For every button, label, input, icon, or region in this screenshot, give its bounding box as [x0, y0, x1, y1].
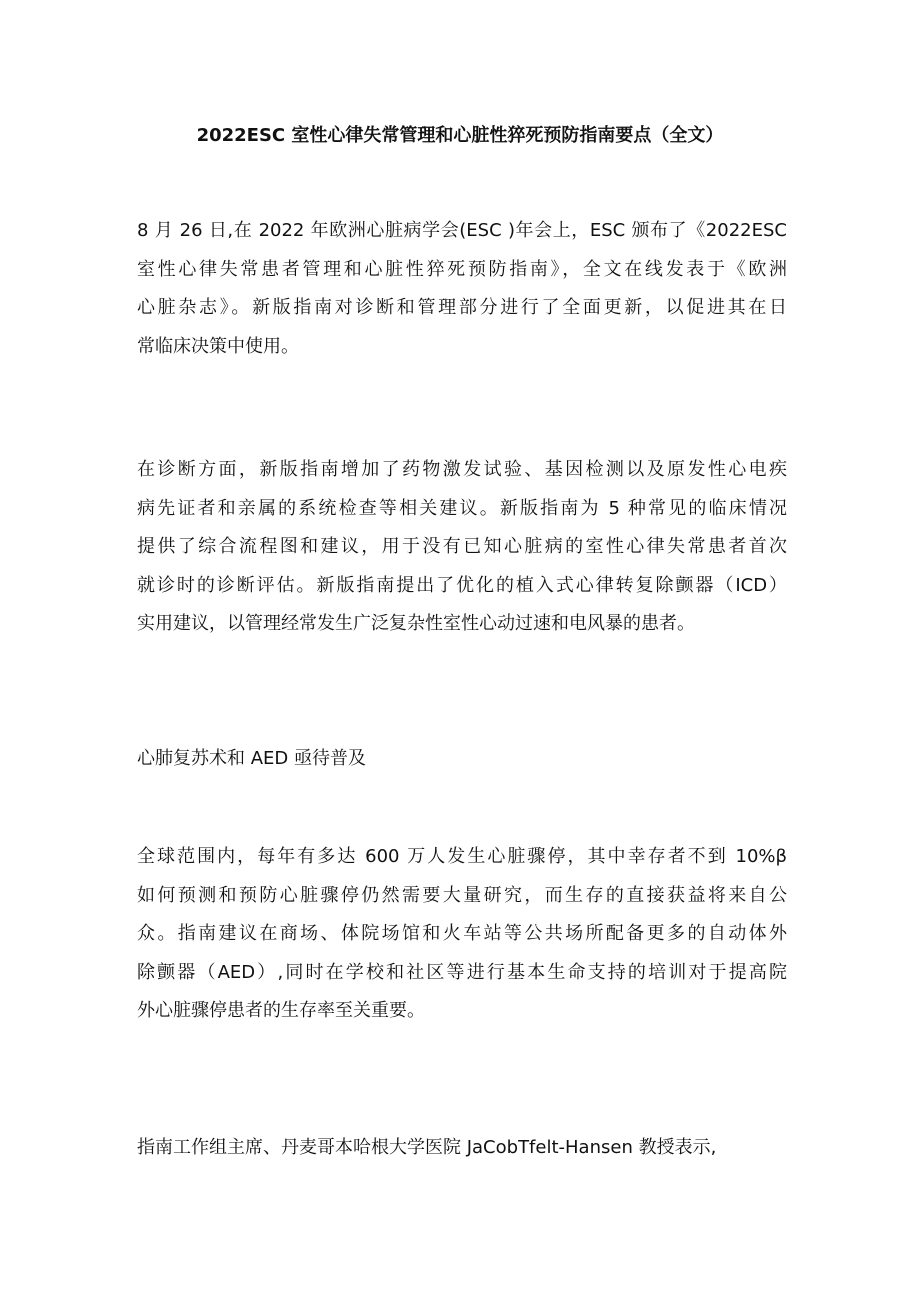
text-line: 8 月 26 日,在 2022 年欧洲心脏病学会(ESC )年会上，ESC 颁布了《2022ESC: [137, 220, 787, 241]
text-line: 实用建议，以管理经常发生广泛复杂性室性心动过速和电风暴的患者。: [137, 613, 695, 635]
paragraph-cardiac-arrest: [137, 838, 787, 1031]
text-line: 室性心律失常患者管理和心脏性猝死预防指南》，全文在线发表于《欧洲: [137, 258, 787, 280]
text-line: 提供了综合流程图和建议，用于没有已知心脏病的室性心律失常患者首次: [137, 536, 787, 558]
text-line: 除颤器（AED）,同时在学校和社区等进行基本生命支持的培训对于提高院: [137, 961, 787, 983]
text-line: 心脏杂志》。新版指南对诊断和管理部分进行了全面更新，以促进其在日: [137, 297, 787, 319]
document-title: 2022ESC 室性心律失常管理和心脏性猝死预防指南要点（全文）: [196, 125, 724, 146]
text-line: 全球范围内，每年有多达 600 万人发生心脏骤停，其中幸存者不到 10%β: [137, 846, 787, 867]
text-line: 常临床决策中使用。: [137, 335, 299, 357]
text-line: 众。指南建议在商场、体院场馆和火车站等公共场所配备更多的自动体外: [137, 923, 787, 945]
text-line: 在诊断方面，新版指南增加了药物激发试验、基因检测以及原发性心电疾: [137, 459, 787, 480]
paragraph-intro: [137, 212, 787, 366]
text-line: 外心脏骤停患者的生存率至关重要。: [137, 1000, 425, 1022]
paragraph-chair-statement: [137, 1129, 787, 1168]
text-line: 就诊时的诊断评估。新版指南提出了优化的植入式心律转复除颤器（ICD）: [137, 574, 787, 596]
paragraph-diagnosis: [137, 451, 787, 644]
text-line: 如何预测和预防心脏骤停仍然需要大量研究，而生存的直接获益将来自公: [137, 884, 787, 906]
section-heading-cpr-aed: [137, 740, 787, 779]
text-line: 心肺复苏术和 AED 亟待普及: [137, 748, 366, 769]
text-line: 病先证者和亲属的系统检查等相关建议。新版指南为 5 种常见的临床情况: [137, 497, 787, 519]
text-line: 指南工作组主席、丹麦哥本哈根大学医院 JaCobTfelt-Hansen 教授表示,: [137, 1137, 717, 1158]
